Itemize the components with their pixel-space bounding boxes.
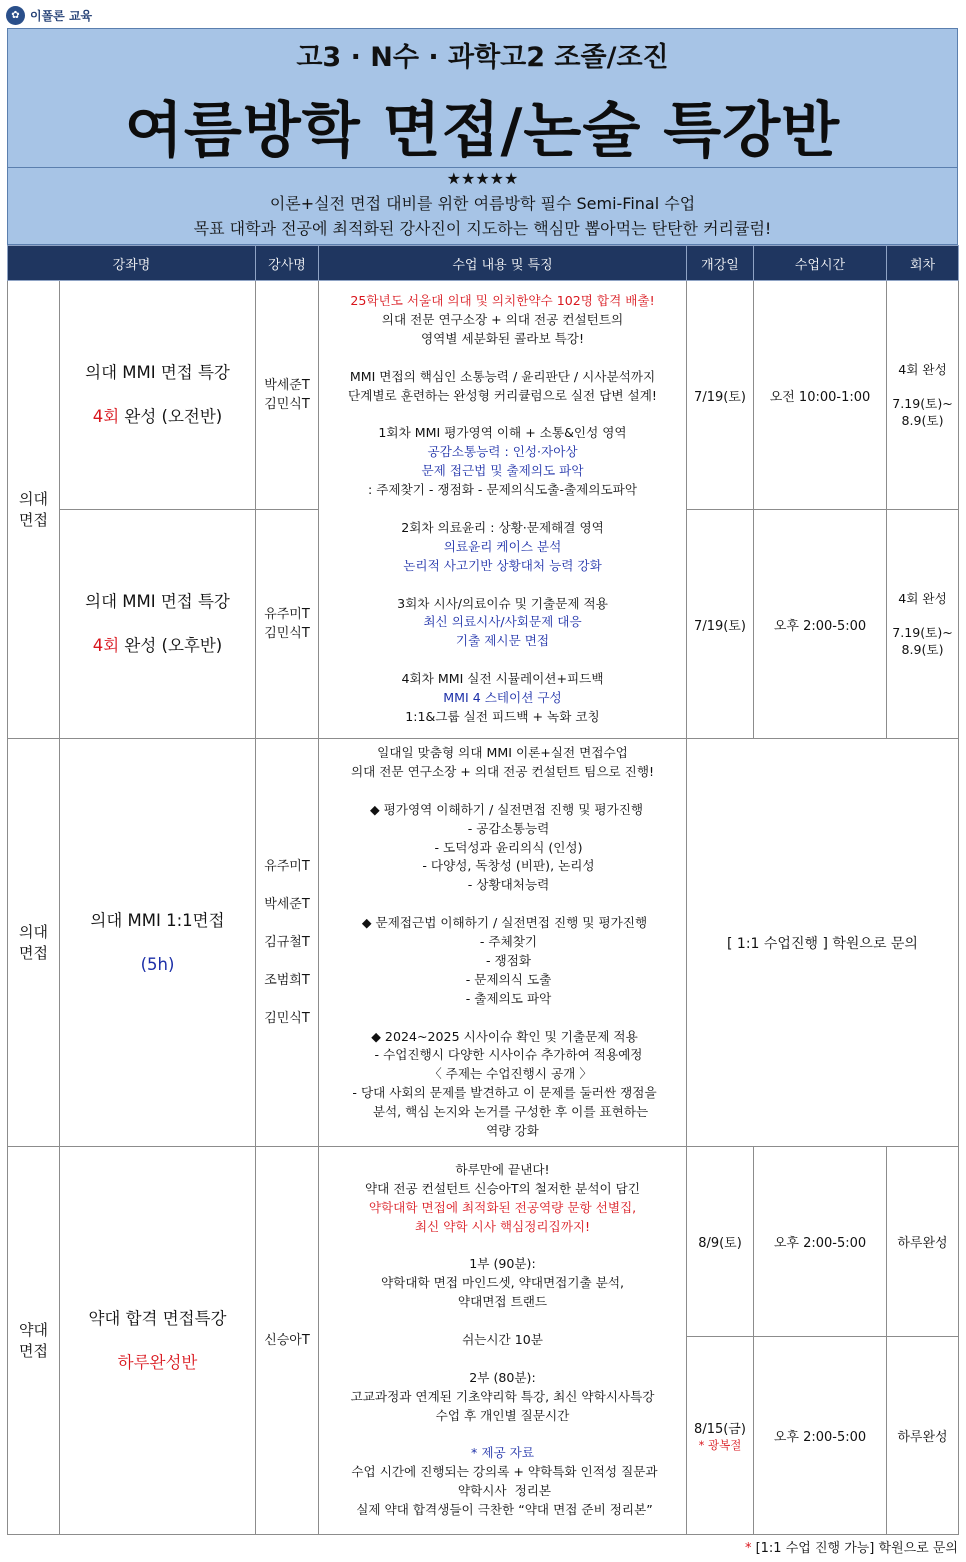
content-line: ◆ 문제접근법 이해하기 / 실전면접 진행 및 평가진행 — [357, 915, 648, 931]
sessions-cell: 하루완성 — [887, 1337, 959, 1535]
header-class-time: 수업시간 — [754, 246, 887, 281]
content-line: 약대 전공 컨설턴트 신승아T의 철저한 분석이 담긴 — [364, 1180, 641, 1196]
content-line — [319, 895, 686, 914]
table-header-row — [8, 246, 959, 281]
content-line — [319, 1009, 686, 1028]
course-name-cell — [60, 1147, 256, 1535]
class-time-cell: 오후 2:00-5:00 — [754, 1337, 887, 1535]
inquiry-notice: [ 1:1 수업진행 ] 학원으로 문의 — [687, 739, 959, 1147]
content-line: 기출 제시문 면접 — [455, 633, 550, 649]
table-row — [8, 281, 959, 510]
class-time-cell: 오후 2:00-5:00 — [754, 1147, 887, 1337]
teacher-cell: 신승아T — [256, 1147, 319, 1535]
content-line: 약학대학 면접에 최적화된 전공역량 문항 선별집, — [368, 1199, 637, 1215]
content-line: 의대 전문 연구소장 + 의대 전공 컨설턴트 팀으로 진행! — [350, 763, 655, 779]
content-line — [319, 1312, 686, 1331]
course-name: 의대 MMI 면접 특강 — [85, 592, 230, 611]
course-subtitle: 4회 완성 (오후반) — [92, 636, 223, 655]
content-line: 공감소통능력 : 인성·자아상 — [427, 444, 578, 460]
content-line: 문제 접근법 및 출제의도 파악 — [421, 463, 584, 479]
content-line: 수업 시간에 진행되는 강의록 + 약학특화 인적성 질문과 — [347, 1464, 658, 1480]
teacher-cell: 유주미T 김민식T — [256, 510, 319, 739]
category-cell: 의대 면접 — [8, 281, 60, 739]
content-cell — [319, 739, 687, 1147]
content-line: 1부 (90분): — [469, 1256, 536, 1272]
content-cell — [319, 281, 687, 739]
content-line: 실제 약대 합격생들이 극찬한 “약대 면접 준비 정리본” — [352, 1502, 653, 1518]
category-cell: 약대 면접 — [8, 1147, 60, 1535]
content-line: 〈 주제는 수업진행시 공개 〉 — [413, 1066, 592, 1082]
content-line — [319, 1426, 686, 1445]
start-date-cell: 8/15(금) * 광복절 — [687, 1337, 754, 1535]
content-line: 3회차 시사/의료이슈 및 기출문제 적용 — [397, 595, 608, 611]
content-line: MMI 4 스테이션 구성 — [443, 690, 562, 706]
rating-stars: ★★★★★ — [446, 169, 519, 188]
logo-text: 이폴론 교육 — [30, 8, 93, 23]
logo-emblem-icon: ✿ — [6, 6, 25, 25]
class-time-cell: 오후 2:00-5:00 — [754, 510, 887, 739]
content-line — [319, 782, 686, 801]
content-line: 약대면접 트랜드 — [457, 1294, 548, 1310]
content-line: - 문제의식 도출 — [453, 971, 552, 987]
content-line: 분석, 핵심 논지와 논거를 구성한 후 이를 표현하는 — [356, 1104, 649, 1120]
content-line: 1:1&그룹 실전 피드백 + 녹화 코칭 — [405, 708, 600, 724]
content-line — [319, 406, 686, 425]
content-line — [319, 1350, 686, 1369]
content-line: 쉬는시간 10분 — [462, 1332, 543, 1348]
category-cell: 의대 면접 — [8, 739, 60, 1147]
content-line: 25학년도 서울대 의대 및 의치한약수 102명 합격 배출! — [350, 293, 655, 309]
content-line: 약학시사 정리본 — [453, 1483, 552, 1499]
content-line: MMI 면접의 핵심인 소통능력 / 윤리판단 / 시사분석까지 — [349, 368, 656, 384]
footer-note: * [1:1 수업 진행 가능] 학원으로 문의 — [744, 1541, 958, 1556]
sessions-cell: 하루완성 — [887, 1147, 959, 1337]
title-banner — [7, 28, 958, 245]
header-sessions: 회차 — [887, 246, 959, 281]
course-subtitle: 하루완성반 — [117, 1352, 198, 1372]
content-line: 약학대학 면접 마인드셋, 약대면접기출 분석, — [381, 1275, 624, 1291]
content-line: ◆ 평가영역 이해하기 / 실전면접 진행 및 평가진행 — [361, 801, 644, 817]
banner-subtitle: 고3 · N수 · 과학고2 조졸/조진 — [296, 42, 669, 73]
content-line: - 수업진행시 다양한 시사이슈 추가하여 적용예정 — [362, 1047, 643, 1063]
content-line: 1회차 MMI 평가영역 이해 + 소통&인성 영역 — [378, 425, 627, 441]
class-time-cell: 오전 10:00-1:00 — [754, 281, 887, 510]
start-date-cell: 7/19(토) — [687, 281, 754, 510]
course-name-cell — [60, 739, 256, 1147]
content-line: - 상황대처능력 — [455, 877, 550, 893]
content-line: 2부 (80분): — [469, 1369, 536, 1385]
content-line: - 출제의도 파악 — [453, 990, 552, 1006]
course-name: 약대 합격 면접특강 — [88, 1308, 227, 1328]
course-table — [7, 245, 959, 1535]
start-date-cell: 8/9(토) — [687, 1147, 754, 1337]
banner-divider — [8, 167, 957, 168]
course-name-cell — [60, 281, 256, 510]
content-line: ◆ 2024~2025 시사이슈 확인 및 기출문제 적용 — [367, 1028, 638, 1044]
content-line: 최신 약학 시사 핵심정리집까지! — [414, 1218, 591, 1234]
banner-title: 여름방학 면접/논술 특강반 — [124, 96, 841, 166]
content-line: 4회차 MMI 실전 시뮬레이션+피드백 — [401, 671, 604, 687]
holiday-note: * 광복절 — [698, 1438, 742, 1452]
content-cell — [319, 1147, 687, 1535]
content-line: - 공감소통능력 — [455, 820, 550, 836]
content-line: 고교과정과 연계된 기초약리학 특강, 최신 약학시사특강 — [350, 1388, 655, 1404]
teacher-cell: 유주미T 박세준T 김규철T 조범희T 김민식T — [256, 739, 319, 1147]
course-name: 의대 MMI 1:1면접 — [90, 910, 225, 930]
course-name-cell — [60, 510, 256, 739]
sessions-cell: 4회 완성 7.19(토)~ 8.9(토) — [887, 510, 959, 739]
course-subtitle: (5h) — [140, 954, 175, 974]
content-line: 단계별로 훈련하는 완성형 커리큘럼으로 실전 답변 설계! — [348, 387, 657, 403]
header-start-date: 개강일 — [687, 246, 754, 281]
header-course-name: 강좌명 — [8, 246, 256, 281]
content-line: - 주체찾기 — [467, 934, 538, 950]
content-line — [319, 576, 686, 595]
course-name: 의대 MMI 면접 특강 — [85, 363, 230, 382]
table-row — [8, 1147, 959, 1337]
content-line: 수업 후 개인별 질문시간 — [435, 1407, 570, 1423]
content-line: 논리적 사고기반 상황대처 능력 강화 — [403, 557, 602, 573]
academy-logo — [6, 4, 92, 26]
start-date-cell: 7/19(토) — [687, 510, 754, 739]
content-line: 일대일 맞춤형 의대 MMI 이론+실전 면접수업 — [377, 745, 628, 760]
content-line — [319, 500, 686, 519]
course-subtitle: 4회 완성 (오전반) — [92, 407, 223, 426]
header-content: 수업 내용 및 특징 — [319, 246, 687, 281]
content-line: - 도덕성과 윤리의식 (인성) — [422, 839, 583, 855]
content-line: 영역별 세분화된 콜라보 특강! — [420, 330, 585, 346]
content-line — [319, 349, 686, 368]
content-line: 최신 의료시사/사회문제 대응 — [423, 614, 582, 630]
content-line: - 당대 사회의 문제를 발견하고 이 문제를 둘러싼 쟁점을 — [348, 1085, 657, 1101]
content-line: 의대 전문 연구소장 + 의대 전공 컨설턴트의 — [381, 312, 624, 328]
content-line — [319, 651, 686, 670]
content-line: 하루만에 끝낸다! — [455, 1161, 550, 1177]
content-line: 2회차 의료윤리 : 상황·문제해결 영역 — [401, 519, 604, 535]
header-teacher: 강사명 — [256, 246, 319, 281]
content-line: 의료윤리 케이스 분석 — [443, 538, 562, 554]
sessions-cell: 4회 완성 7.19(토)~ 8.9(토) — [887, 281, 959, 510]
teacher-cell: 박세준T 김민식T — [256, 281, 319, 510]
banner-description-1: 이론+실전 면접 대비를 위한 여름방학 필수 Semi-Final 수업 — [269, 194, 696, 213]
table-row — [8, 739, 959, 1147]
content-line: * 제공 자료 — [471, 1445, 534, 1461]
content-line: 역량 강화 — [466, 1123, 539, 1139]
content-line: - 쟁점화 — [473, 952, 532, 968]
content-line — [319, 1237, 686, 1256]
banner-description-2: 목표 대학과 전공에 최적화된 강사진이 지도하는 핵심만 뽑아먹는 탄탄한 커리큘럼! — [193, 219, 772, 238]
content-line: : 주제찾기 - 쟁점화 - 문제의식도출-출제의도파악 — [367, 482, 638, 498]
content-line: - 다양성, 독창성 (비판), 논리성 — [410, 858, 595, 874]
